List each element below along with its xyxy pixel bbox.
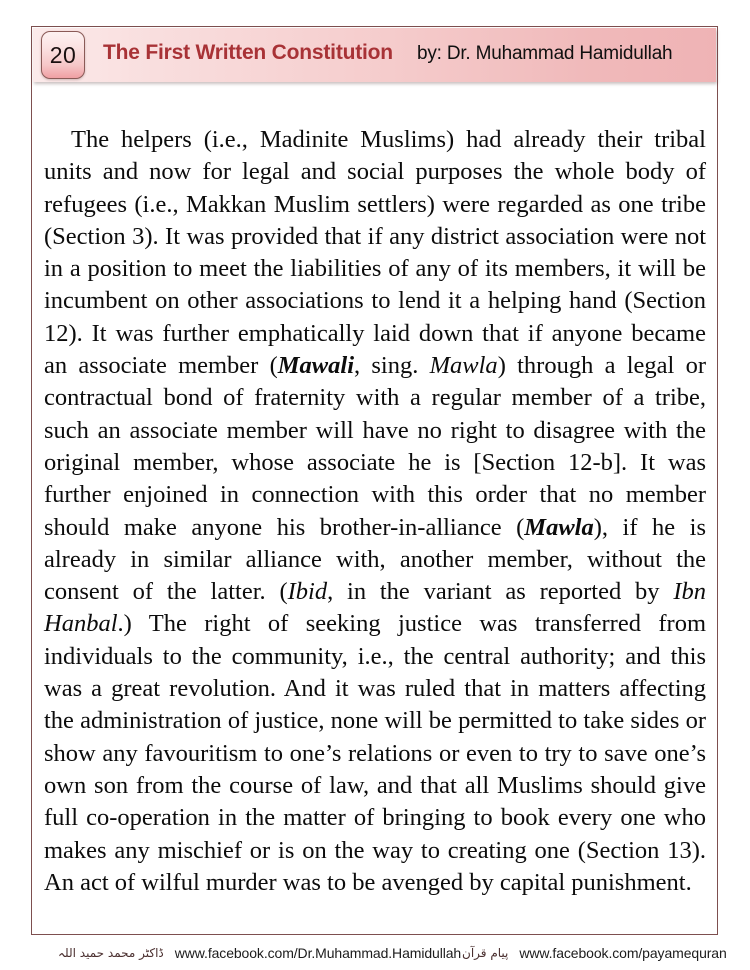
author-byline: by: Dr. Muhammad Hamidullah	[417, 43, 673, 64]
footer-right-credit	[462, 938, 727, 968]
text-run: , in the variant as reported by	[327, 578, 674, 606]
text-run: ) through a legal or contractual bond of fraternity with a regular member of a tribe, such an associate member will have no right to disagree with the original member, whose associate he is [Section 12-b]. It was further enjoined in connection with this order that no member should make anyone his brother-in-alliance (	[44, 352, 706, 541]
italic-term: Ibid	[287, 578, 328, 606]
page-number-label: 20	[49, 41, 77, 68]
footer-left-credit	[58, 938, 461, 968]
text-run: ), if he is already in similar alliance with, another member, without the consent of the latter. (	[44, 513, 707, 606]
text-run: , sing.	[354, 352, 430, 380]
footer-facebook-url-right[interactable]: www.facebook.com/payamequran	[519, 945, 727, 961]
text-run: .) The right of seeking justice was transferred from individuals to the community, i.e., the central authority; and this was a great revolution. And it was ruled that in matters affecting the administration of justice, none will be permitted to take sides or show any favouritism to one’s relations or even to try to save one’s own son from the course of law, and that all Muslims should give full co-operation in the matter of bringing to book every one who makes any mischief or is on the way to creating one (Section 13). An act of wilful murder was to be avenged by capital punishment.	[44, 610, 706, 896]
italic-term: Mawla	[429, 352, 498, 380]
footer-facebook-url-left[interactable]: www.facebook.com/Dr.Muhammad.Hamidullah	[174, 945, 462, 961]
emphasis-term: Mawali	[277, 352, 355, 380]
page-footer	[0, 938, 750, 970]
page-number-badge	[41, 31, 85, 79]
italic-term: Ibn Hanbal	[44, 578, 706, 638]
body-paragraph	[44, 124, 706, 899]
text-run: The helpers (i.e., Madinite Muslims) had already their tribal units and now for legal and social purposes the whole body of refugees (i.e., Makkan Muslim settlers) were regarded as one tribe (Section 3). It was provided that if any district association were not in a position to meet the liabilities of any of its members, it will be incumbent on other associations to lend it a helping hand (Section 12). It was further emphatically laid down that if anyone became an associate member (	[44, 126, 706, 380]
footer-urdu-name-left: ڈاکٹر محمد حمید اللہ	[58, 946, 164, 960]
emphasis-term: Mawla	[524, 513, 594, 541]
page-title: The First Written Constitution	[103, 41, 393, 64]
page-header-bar	[33, 28, 716, 82]
footer-urdu-name-right: پیام قرآن	[462, 946, 509, 960]
